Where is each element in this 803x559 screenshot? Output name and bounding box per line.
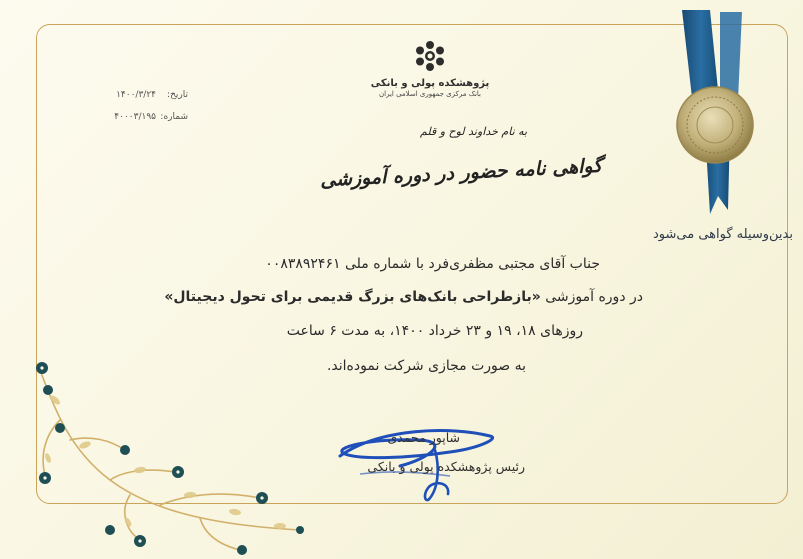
signatory-role: رئیس پژوهشکده پولی و بانکی [367,459,525,474]
date-label-text: تاریخ: [167,90,188,100]
organization-subtitle: بانک مرکزی جمهوری اسلامی ایران [379,90,481,98]
floral-vine-icon [0,340,320,559]
organization-logo [360,40,500,98]
date-value: ۱۴۰۰/۳/۲۴ [116,90,156,100]
course-prefix: در دوره آموزشی [540,289,643,305]
attendance-line: به صورت مجازی شرکت نموده‌اند. [326,358,526,374]
certify-statement: بدین‌وسیله گواهی می‌شود [653,227,793,242]
knot-emblem-icon [412,40,448,72]
number-label: شماره: [160,112,188,122]
bismillah: به نام خداوند لوح و قلم [420,125,528,138]
organization-name: پژوهشکده پولی و بانکی [370,78,490,89]
course-title: «بازطراحی بانک‌های بزرگ قدیمی برای تحول دیجیتال» [164,289,541,305]
signature-block [300,418,560,518]
course-line [164,289,643,305]
ribbon-seal [660,0,760,240]
ribbon-icon [660,0,760,240]
gold-seal-icon [677,87,753,163]
number-value: ۴۰۰۰۳/۱۹۵ [114,112,156,122]
recipient-line: جناب آقای مجتبی مظفری‌فرد با شماره ملی ۰۰۸۳۸۹۲۴۶۱ [265,256,600,272]
dates-line: روزهای ۱۸، ۱۹ و ۲۳ خرداد ۱۴۰۰، به مدت ۶ ساعت [286,323,583,339]
signatory-name: شاپور محمدی [387,430,460,445]
certificate-title: گواهی نامه حضور در دوره آموزشی [319,154,603,192]
